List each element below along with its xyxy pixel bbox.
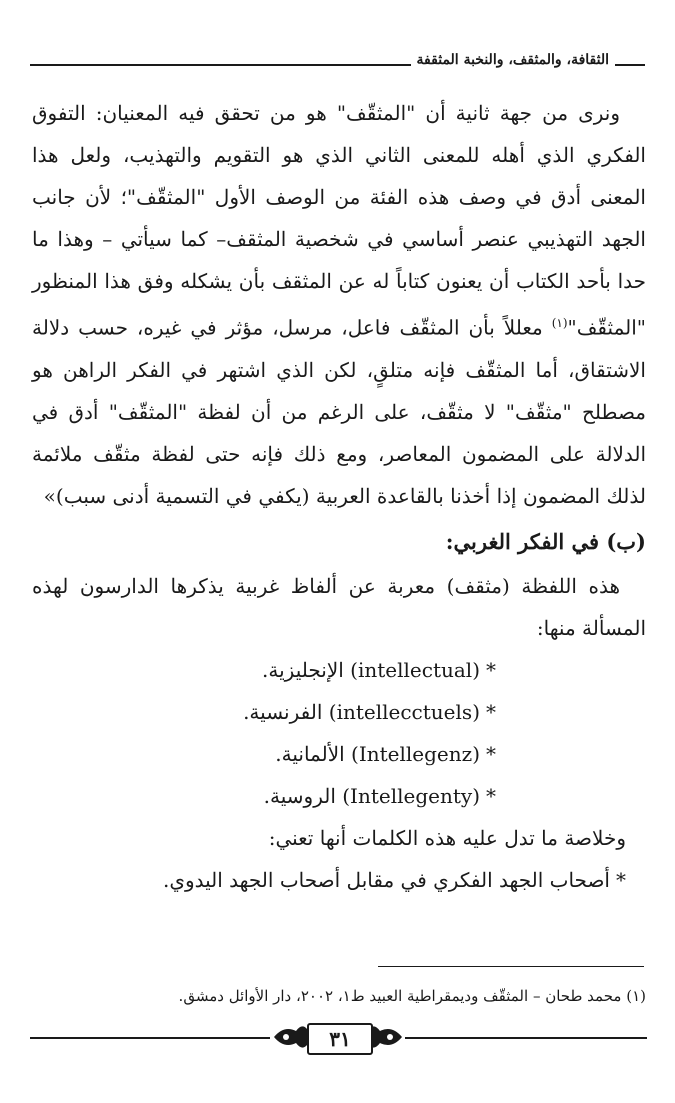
summary-line: وخلاصة ما تدل عليه هذه الكلمات أنها تعني: [268,825,626,850]
bullet-star-icon: * [486,741,496,766]
body-text [32,92,646,901]
bullet-item [32,691,646,733]
footer-rule-left [30,1037,270,1039]
bullet-item [32,775,646,817]
running-title: الثقافة، والمثقف، والنخبة المثقفة [411,50,615,70]
bullet-text: (Intellegenty) الروسية. [263,783,480,808]
section-heading: (ب) في الفكر الغربي: [445,528,646,554]
bullet-text: (intellectual) الإنجليزية. [262,657,480,682]
bullet-star-icon: * [486,699,496,724]
page-number: ٣١ [307,1023,373,1055]
bullet-text: (Intellegenz) الألمانية. [275,741,480,766]
bullet-item [32,649,646,691]
paragraph-1 [32,92,646,517]
footnote-marker: (١) [551,316,568,330]
footnote-separator [378,966,644,967]
bullet-star-icon: * [486,783,496,808]
running-header [30,44,645,74]
paragraph-1-part-a: ونرى من جهة ثانية أن "المثقّف" هو من تحقق فيه المعنيان: التفوق الفكري الذي أهله للمعنى الثاني الذي هو التقويم والتهذيب، ولعل هذا المعنى أدق في وصف هذه الفئة من الوصف الأول "المثقّف"؛ لأن جانب الجهد التهذيبي عنصر أساسي في شخصية المثقف– كما سيأتي – وهذا ما حدا بأحد الكتاب أن يعنون كتاباً له عن المثقف بأن يشكله وفق هذا المنظور "المثقّف" [32,101,646,340]
final-bullet-item [32,859,646,901]
paragraph-2: هذه اللفظة (مثقف) معربة عن ألفاظ غربية يذكرها الدارسون لهذه المسألة منها: [32,573,646,640]
paragraph-1-part-b: معللاً بأن المثقّف فاعل، مرسل، مؤثر في غيره، حسب دلالة الاشتقاق، أما المثقّف فإنه متلقٍ، لكن الذي اشتهر في الفكر الراهن هو مصطلح "مثقّف" لا مثقّف، على الرغم من أن لفظة "المثقّف" أدق في الدلالة على المضمون المعاصر، ومع ذلك فإنه حتى لفظة مثقّف ملائمة لذلك المضمون إذا أخذنا بالقاعدة العربية (يكفي في التسمية أدنى سبب)» [32,315,646,508]
footer-rule-right [405,1037,647,1039]
bullet-text: (intellecctuels) الفرنسية. [243,699,480,724]
bullet-item [32,733,646,775]
bullet-star-icon: * [486,657,496,682]
footnote: (١) محمد طحان – المثقّف وديمقراطية العبيد ط١، ٢٠٠٢، دار الأوائل دمشق. [178,987,646,1005]
bullet-star-icon: * [616,867,626,892]
bullet-text: أصحاب الجهد الفكري في مقابل أصحاب الجهد اليدوي. [162,867,610,892]
